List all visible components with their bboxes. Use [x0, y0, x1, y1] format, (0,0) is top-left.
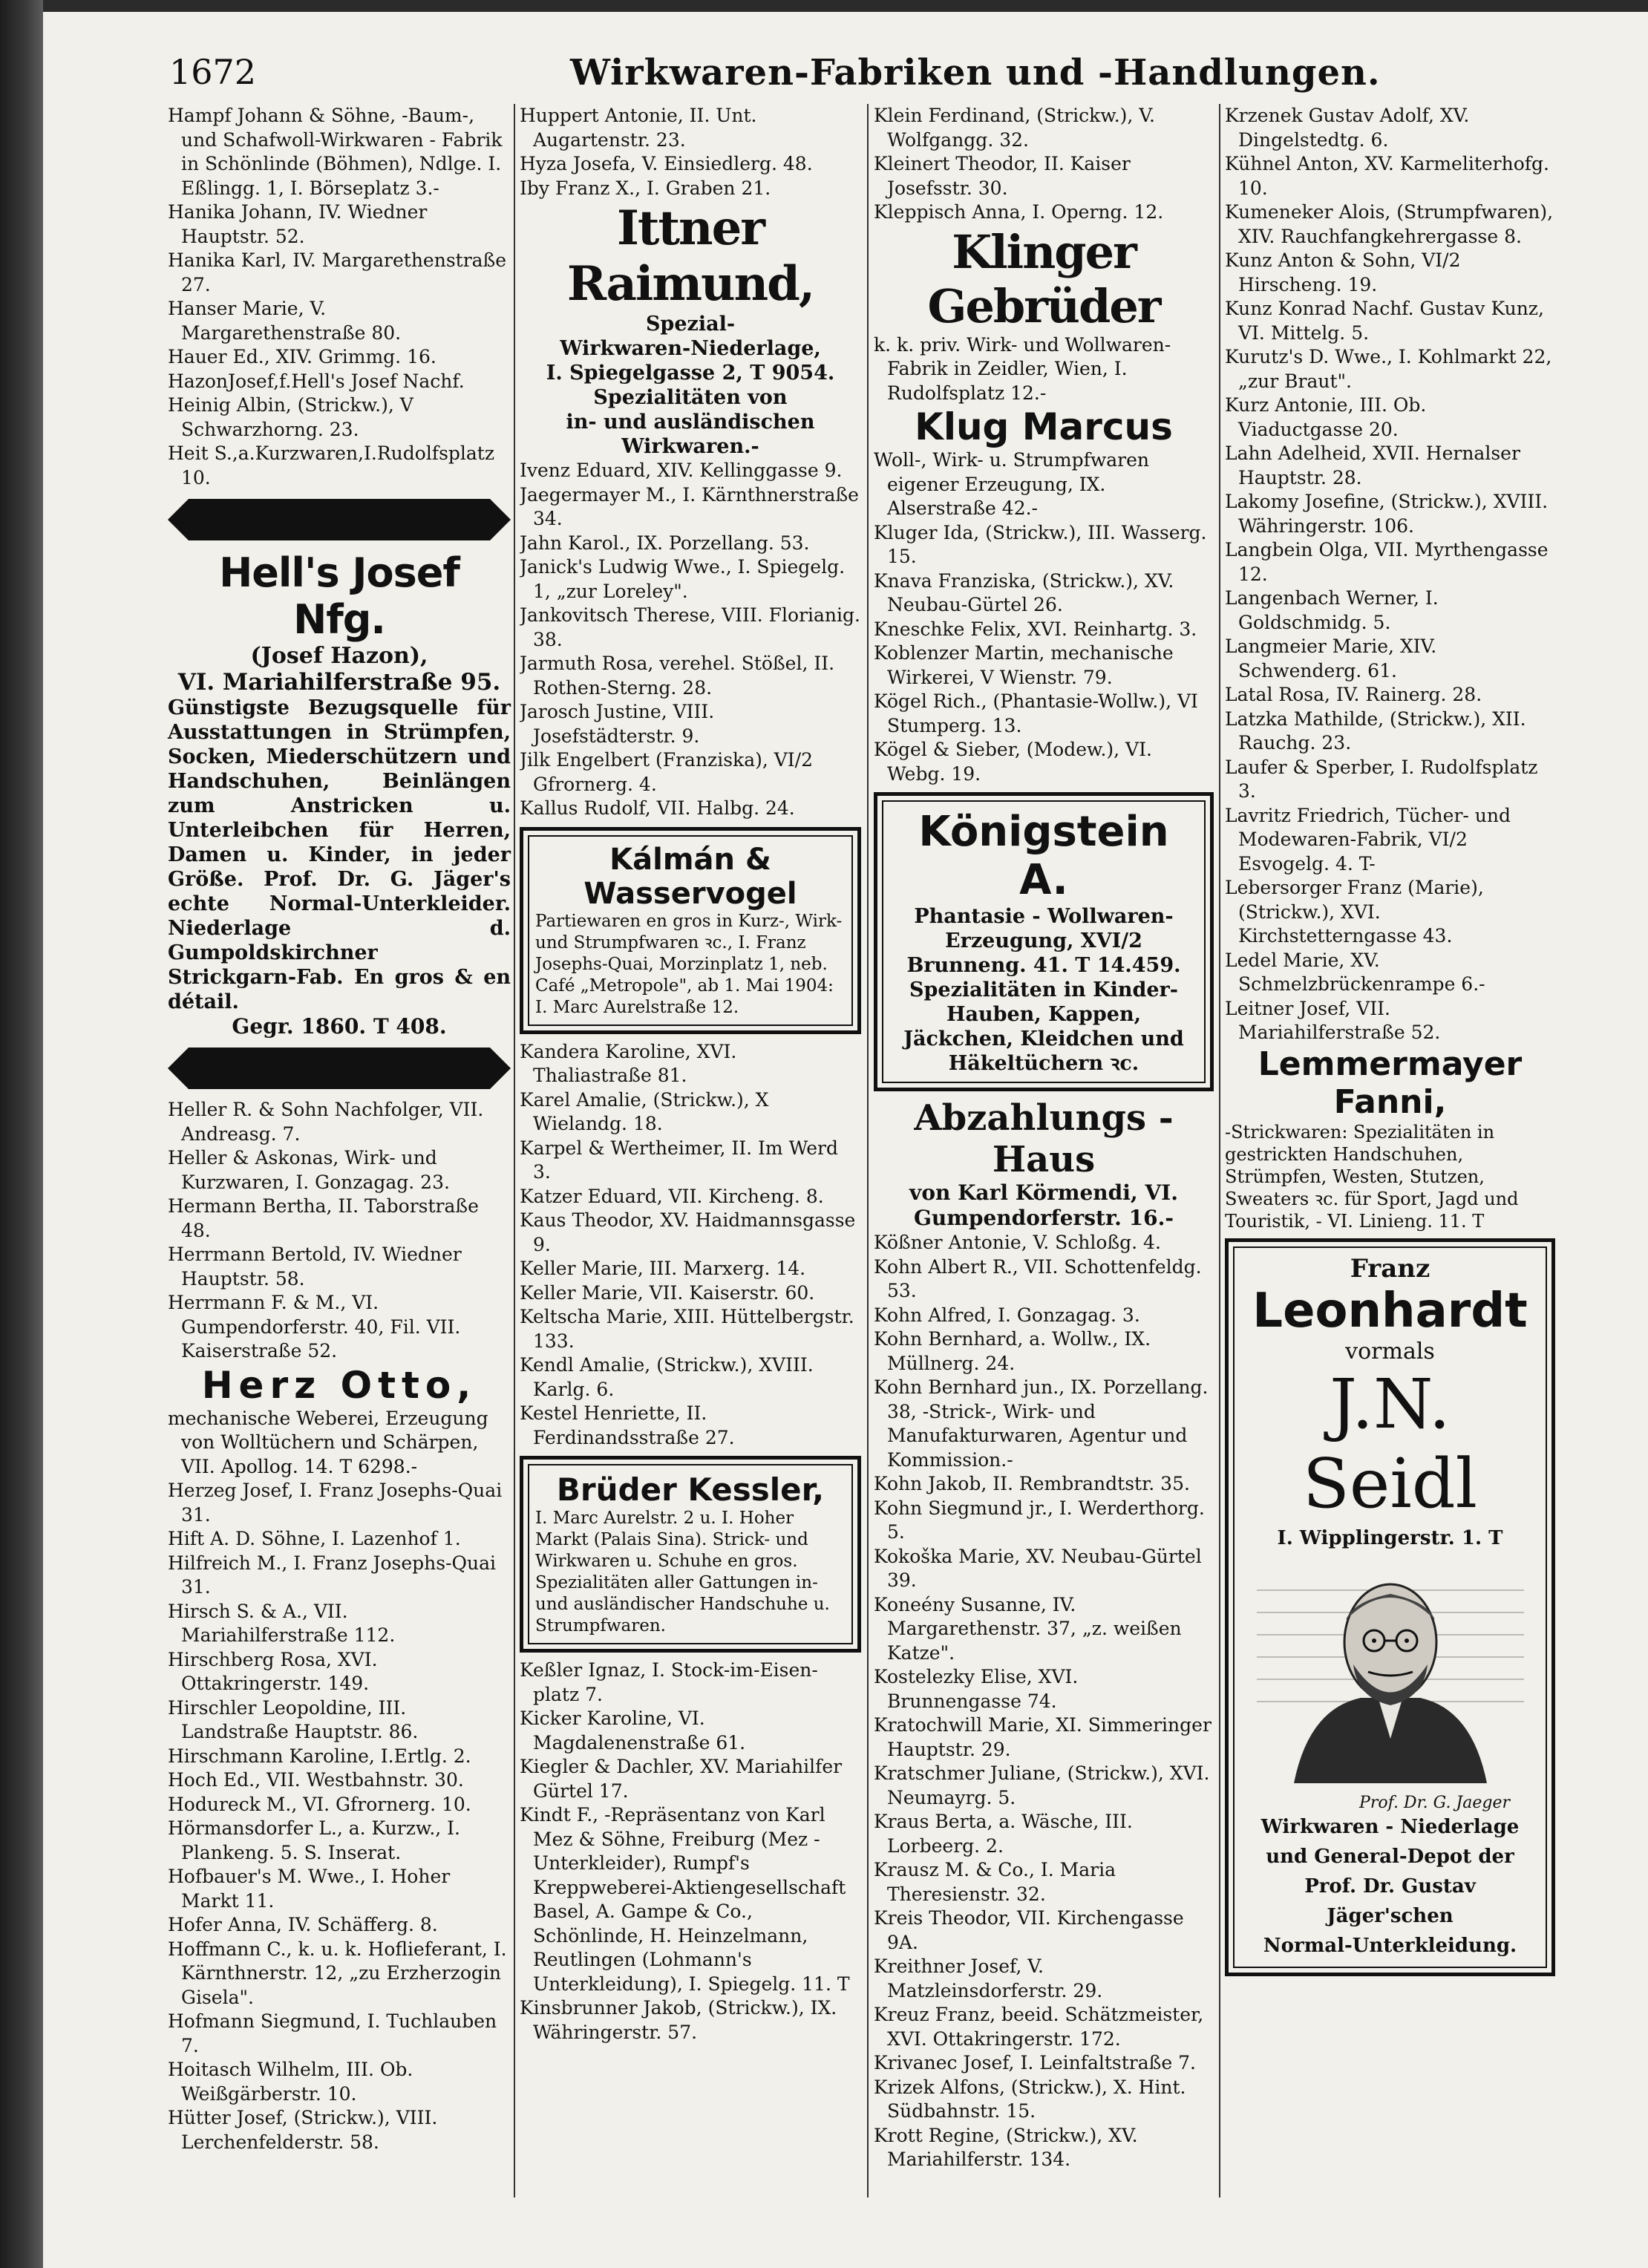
entry-list [168, 1479, 511, 2154]
advert-title: Kálmán & Wasservogel [583, 842, 797, 911]
directory-entry: Hirschmann Karoline, I.Ertlg. 2. [168, 1745, 471, 1767]
advert-ittner [520, 200, 861, 459]
directory-entry: Jaegermayer M., I. Kärnthnerstraße 34. [520, 483, 859, 529]
directory-entry: HazonJosef,f.Hell's Josef Nachf. [168, 370, 465, 392]
directory-entry: Heinig Albin, (Strickw.), V Schwarzhorng. 23. [168, 394, 413, 440]
directory-entry: Kendl Amalie, (Strickw.), XVIII. Karlg. 6. [520, 1354, 814, 1400]
directory-entry: Langbein Olga, VII. Myrthengasse 12. [1225, 539, 1549, 585]
directory-entry: Koneény Susanne, IV. Margarethenstr. 37, „z. weißen Katze". [874, 1593, 1182, 1664]
signature: Prof. Dr. G. Jaeger [1359, 1793, 1510, 1812]
directory-entry: Herrmann Bertold, IV. Wiedner Hauptstr. 58. [168, 1244, 462, 1290]
advert-body: -Strickwaren: Spezialitäten in gestrickten Handschuhen, Strümpfen, Westen, Stutzen, Sweaters ꝛc. für Sport, Jagd und Touristik, - VI. Linieng. 11. T [1225, 1121, 1519, 1232]
directory-entry: Hirschberg Rosa, XVI. Ottakringerstr. 149. [168, 1648, 378, 1694]
advert-title: Herz Otto, [201, 1363, 477, 1407]
advert-line: Spezialitäten von [593, 386, 788, 409]
directory-entry: Lebersorger Franz (Marie), (Strickw.), XVI. Kirchstetterngasse 43. [1225, 877, 1484, 947]
directory-entry: Hermann Bertha, II. Taborstraße 48. [168, 1195, 479, 1241]
advert-title: Ittner Raimund, [566, 200, 814, 312]
divider-bar [168, 1048, 511, 1089]
directory-entry: Kneschke Felix, XVI. Reinhartg. 3. [874, 618, 1197, 640]
directory-entry: Jilk Engelbert (Franziska), VI/2 Gfrornerg. 4. [520, 749, 814, 795]
directory-entry: Krzenek Gustav Adolf, XV. Dingelstedtg. 6. [1225, 105, 1470, 151]
advert-line: und General-Depot der [1266, 1845, 1514, 1868]
directory-entry: Lahn Adelheid, XVII. Hernalser Hauptstr. 28. [1225, 442, 1520, 488]
advert-subtitle: (Josef Hazon), [250, 643, 428, 669]
running-title: Wirkwaren-Fabriken und -Handlungen. [570, 52, 1381, 94]
directory-entry: Hodureck M., VI. Gfrornerg. 10. [168, 1793, 471, 1815]
advert-klug [874, 405, 1214, 521]
directory-entry: Keller Marie, III. Marxerg. 14. [520, 1258, 806, 1279]
column-rule [514, 104, 515, 2197]
advert-body: k. k. priv. Wirk- und Wollwaren-Fabrik in Zeidler, Wien, I. Rudolfsplatz 12.- [874, 333, 1171, 404]
directory-entry: Krausz M. & Co., I. Maria Theresienstr. 32. [874, 1859, 1116, 1905]
advert-kessler [520, 1456, 861, 1653]
advert-line: Spezial- [645, 313, 736, 336]
directory-entry: Kögel Rich., (Phantasie-Wollw.), VI Stumperg. 13. [874, 690, 1198, 736]
directory-entry: Kestel Henriette, II. Ferdinandsstraße 27. [520, 1402, 735, 1448]
directory-entry: Kühnel Anton, XV. Karmeliterhofg. 10. [1225, 153, 1549, 199]
directory-entry: Kößner Antonie, V. Schloßg. 4. [874, 1232, 1161, 1253]
directory-entry: Kohn Alfred, I. Gonzagag. 3. [874, 1304, 1140, 1326]
directory-entry: Krivanec Josef, I. Leinfaltstraße 7. [874, 2052, 1196, 2073]
directory-entry: Hift A. D. Söhne, I. Lazenhof 1. [168, 1528, 461, 1549]
advert-body: von Karl Körmendi, VI. Gumpendorferstr. 16.- [909, 1180, 1178, 1230]
directory-entry: Kunz Konrad Nachf. Gustav Kunz, VI. Mittelg. 5. [1225, 298, 1544, 344]
directory-entry: Ledel Marie, XV. Schmelzbrückenrampe 6.- [1225, 949, 1485, 995]
directory-entry: Iby Franz X., I. Graben 21. [520, 177, 771, 199]
advert-footer: Gegr. 1860. T 408. [232, 1014, 447, 1039]
directory-entry: Kleinert Theodor, II. Kaiser Josefsstr. 30. [874, 153, 1131, 199]
advert-title: Leonhardt [1252, 1283, 1528, 1339]
directory-entry: Keltscha Marie, XIII. Hüttelbergstr. 133. [520, 1306, 854, 1352]
directory-entry: Kostelezky Elise, XVI. Brunnengasse 74. [874, 1666, 1079, 1712]
page-header [169, 52, 1602, 97]
column-2 [520, 104, 861, 2045]
advert-line: Wirkwaren - Niederlage [1260, 1815, 1520, 1838]
divider-bar [168, 499, 511, 540]
advert-title: Abzahlungs - Haus [914, 1097, 1174, 1180]
directory-entry: Hirsch S. & A., VII. Mariahilferstraße 112. [168, 1600, 396, 1646]
directory-entry: Herrmann F. & M., VI. Gumpendorferstr. 40, Fil. VII. Kaiserstraße 52. [168, 1292, 461, 1362]
column-1 [168, 104, 511, 2154]
advert-body: Partiewaren en gros in Kurz-, Wirk- und Strumpfwaren ꝛc., I. Franz Josephs-Quai, Morzinplatz 1, neb. Café „Metropole", ab 1. Mai 1904: I. Marc Aurelstraße 12. [535, 911, 843, 1017]
directory-entry: Krott Regine, (Strickw.), XV. Mariahilferstr. 134. [874, 2124, 1138, 2170]
advert-koenigstein [874, 792, 1214, 1091]
directory-entry: Lavritz Friedrich, Tücher- und Modewaren-Fabrik, VI/2 Esvogelg. 4. T- [1225, 804, 1511, 875]
directory-entry: Kohn Albert R., VII. Schottenfeldg. 53. [874, 1255, 1202, 1301]
directory-entry: Hoffmann C., k. u. k. Hoflieferant, I. Kärnthnerstr. 12, „zu Erzherzogin Gisela". [168, 1938, 507, 2008]
advert-title: Hell's Josef Nfg. [219, 549, 460, 643]
directory-entry: Kandera Karoline, XVI. Thaliastraße 81. [520, 1040, 737, 1086]
page-number: 1672 [169, 52, 257, 92]
directory-entry: Kohn Bernhard jun., IX. Porzellang. 38, -Strick-, Wirk- und Manufakturwaren, Agentur und Kommission.- [874, 1376, 1209, 1471]
column-3 [874, 104, 1214, 2172]
advert-leonhardt [1225, 1238, 1555, 1976]
advert-herz [168, 1364, 511, 1480]
advert-address: VI. Mariahilferstraße 95. [177, 669, 501, 696]
advert-hell [168, 549, 511, 1039]
directory-entry: Latzka Mathilde, (Strickw.), XII. Rauchg. 23. [1225, 707, 1526, 754]
entry-list [874, 1231, 1214, 2172]
column-4 [1225, 104, 1555, 1982]
entry-list [520, 1658, 861, 2045]
directory-entry: Jankovitsch Therese, VIII. Florianig. 38. [520, 604, 860, 650]
advert-title: Klug Marcus [915, 405, 1173, 448]
advert-title: Klinger Gebrüder [927, 224, 1160, 333]
directory-entry: Hampf Johann & Söhne, -Baum-, und Schafwoll-Wirkwaren - Fabrik in Schönlinde (Böhmen), Ndlge. I. Eßlingg. 1, I. Börseplatz 3.- [168, 105, 503, 199]
directory-entry: Hofbauer's M. Wwe., I. Hoher Markt 11. [168, 1866, 451, 1912]
advert-title: Lemmermayer Fanni, [1258, 1045, 1523, 1121]
directory-entry: Huppert Antonie, II. Unt. Augartenstr. 23. [520, 105, 757, 151]
advert-line: Normal-Unterkleidung. [1263, 1934, 1517, 1957]
directory-entry: Kunz Anton & Sohn, VI/2 Hirscheng. 19. [1225, 249, 1461, 295]
portrait-illustration [1249, 1561, 1531, 1783]
directory-entry: Kokoška Marie, XV. Neubau-Gürtel 39. [874, 1545, 1202, 1591]
advert-body: Woll-, Wirk- u. Strumpfwaren eigener Erzeugung, IX. Alserstraße 42.- [874, 449, 1150, 519]
directory-entry: Kluger Ida, (Strickw.), III. Wasserg. 15. [874, 521, 1207, 567]
directory-entry: Heller & Askonas, Wirk- und Kurzwaren, I. Gonzagag. 23. [168, 1147, 450, 1193]
directory-entry: Lakomy Josefine, (Strickw.), XVIII. Währingerstr. 106. [1225, 491, 1549, 537]
directory-entry: Jarosch Justine, VIII. Josefstädterstr. 9. [520, 701, 715, 747]
entry-list [168, 1098, 511, 1364]
directory-entry: Hanser Marie, V. Margarethenstraße 80. [168, 298, 402, 344]
directory-entry: Kicker Karoline, VI. Magdalenenstraße 61. [520, 1707, 746, 1754]
directory-entry: Hofer Anna, IV. Schäfferg. 8. [168, 1914, 438, 1935]
advert-title: Brüder Kessler, [556, 1471, 825, 1508]
directory-entry: Jarmuth Rosa, verehel. Stößel, II. Rothen-Sterng. 28. [520, 653, 835, 699]
directory-entry: Herzeg Josef, I. Franz Josephs-Quai 31. [168, 1480, 503, 1526]
advert-lemmermayer [1225, 1045, 1555, 1232]
directory-entry: Laufer & Sperber, I. Rudolfsplatz 3. [1225, 756, 1538, 802]
directory-entry: Kumeneker Alois, (Strumpfwaren), XIV. Rauchfangkehrergasse 8. [1225, 201, 1554, 247]
directory-entry: Hyza Josefa, V. Einsiedlerg. 48. [520, 153, 813, 174]
directory-entry: Karpel & Wertheimer, II. Im Werd 3. [520, 1137, 838, 1183]
directory-entry: Ivenz Eduard, XIV. Kellinggasse 9. [520, 460, 843, 481]
advert-body: I. Marc Aurelstr. 2 u. I. Hoher Markt (Palais Sina). Strick- und Wirkwaren u. Schuhe en gros. Spezialitäten aller Gattungen in- und ausländischer Handschuhe u. Strumpfwaren. [535, 1509, 830, 1635]
directory-entry: Hanika Johann, IV. Wiedner Hauptstr. 52. [168, 201, 428, 247]
entry-list [874, 104, 1214, 225]
advert-vormals: vormals [1345, 1338, 1435, 1365]
advert-abzahlungshaus [874, 1097, 1214, 1231]
directory-entry: Kohn Jakob, II. Rembrandtstr. 35. [874, 1473, 1190, 1494]
directory-entry: Hoch Ed., VII. Westbahnstr. 30. [168, 1769, 464, 1791]
directory-entry: Kratschmer Juliane, (Strickw.), XVI. Neumayrg. 5. [874, 1762, 1210, 1808]
advert-body: Günstigste Bezugsquelle für Ausstattungen in Strümpfen, Socken, Miederschützern und Handschuhen, Beinlängen zum Anstricken u. Unterleibchen für Herren, Damen u. Kinder, in jeder Größe. Prof. Dr. G. Jäger's echte Normal-Unterkleider. Niederlage d. Gumpoldskirchner Strickgarn-Fab. En gros & en détail. [168, 696, 511, 1013]
directory-entry: Janick's Ludwig Wwe., I. Spiegelg. 1, „zur Loreley". [520, 556, 846, 602]
directory-entry: Hauer Ed., XIV. Grimmg. 16. [168, 346, 436, 367]
directory-entry: Hofmann Siegmund, I. Tuchlauben 7. [168, 2010, 497, 2056]
directory-entry: Hilfreich M., I. Franz Josephs-Quai 31. [168, 1552, 497, 1598]
directory-entry: Kaus Theodor, XV. Haidmannsgasse 9. [520, 1209, 856, 1255]
directory-entry: Kiegler & Dachler, XV. Mariahilfer Gürtel 17. [520, 1756, 843, 1802]
advert-klinger [874, 225, 1214, 406]
directory-entry: Leitner Josef, VII. Mariahilferstraße 52. [1225, 997, 1441, 1043]
entry-list [520, 104, 861, 200]
column-rule [867, 104, 869, 2197]
directory-entry: Langenbach Werner, I. Goldschmidg. 5. [1225, 587, 1439, 633]
advert-line: I. Spiegelgasse 2, T 9054. [546, 362, 835, 385]
directory-entry: Langmeier Marie, XIV. Schwenderg. 61. [1225, 635, 1437, 682]
directory-entry: Hörmansdorfer L., a. Kurzw., I. Plankeng. 5. S. Inserat. [168, 1817, 460, 1863]
directory-entry: Hirschler Leopoldine, III. Landstraße Hauptstr. 86. [168, 1696, 419, 1742]
directory-entry: Kögel & Sieber, (Modew.), VI. Webg. 19. [874, 739, 1152, 785]
directory-entry: Katzer Eduard, VII. Kircheng. 8. [520, 1185, 824, 1207]
directory-entry: Latal Rosa, IV. Rainerg. 28. [1225, 684, 1482, 705]
directory-entry: Kurz Antonie, III. Ob. Viaductgasse 20. [1225, 394, 1427, 440]
directory-entry: Kohn Bernhard, a. Wollw., IX. Müllnerg. 24. [874, 1328, 1151, 1374]
directory-entry: Jahn Karol., IX. Porzellang. 53. [520, 532, 810, 554]
directory-entry: Kindt F., -Repräsentanz von Karl Mez & Söhne, Freiburg (Mez - Unterkleider), Rumpf's Kreppweberei-Aktiengesellschaft Basel, A. Gampe & Co., Schönlinde, H. Heinzelmann, Reutlingen (Lohmann's Unterkleidung), I. Spiegelg. 11. T [520, 1804, 850, 1995]
entry-list [520, 1040, 861, 1451]
directory-entry: Keller Marie, VII. Kaiserstr. 60. [520, 1281, 815, 1304]
advert-line: in- und ausländischen [566, 411, 815, 434]
directory-entry: Koblenzer Martin, mechanische Wirkerei, V Wienstr. 79. [874, 642, 1174, 688]
directory-entry: Kreithner Josef, V. Matzleinsdorferstr. 29. [874, 1955, 1103, 2001]
directory-entry: Hanika Karl, IV. Margarethenstraße 27. [168, 249, 507, 295]
directory-entry: Krizek Alfons, (Strickw.), X. Hint. Südbahnstr. 15. [874, 2076, 1186, 2122]
directory-entry: Klein Ferdinand, (Strickw.), V. Wolfgangg. 32. [874, 105, 1155, 151]
directory-entry: Kraus Berta, a. Wäsche, III. Lorbeerg. 2. [874, 1811, 1133, 1857]
advert-kalman [520, 827, 861, 1034]
directory-entry: Kurutz's D. Wwe., I. Kohlmarkt 22, „zur Braut". [1225, 346, 1552, 392]
directory-entry: Kallus Rudolf, VII. Halbg. 24. [520, 797, 795, 819]
advert-seidl: J.N. Seidl [1302, 1364, 1478, 1523]
advert-line: Wirkwaren.- [621, 435, 759, 458]
entry-list [874, 521, 1214, 787]
directory-entry: Kratochwill Marie, XI. Simmeringer Hauptstr. 29. [874, 1714, 1212, 1760]
advert-address: I. Wipplingerstr. 1. T [1277, 1526, 1503, 1549]
directory-entry: Heit S.,a.Kurzwaren,I.Rudolfsplatz 10. [168, 442, 495, 488]
directory-entry: Kreuz Franz, beeid. Schätzmeister, XVI. Ottakringerstr. 172. [874, 2004, 1204, 2050]
directory-entry: Kleppisch Anna, I. Operng. 12. [874, 201, 1164, 223]
directory-entry: Kohn Siegmund jr., I. Werderthorg. 5. [874, 1497, 1205, 1543]
directory-entry: Heller R. & Sohn Nachfolger, VII. Andreasg. 7. [168, 1099, 484, 1145]
book-spine-edge [0, 0, 43, 2268]
entry-list [1225, 104, 1555, 1045]
advert-firstname: Franz [1350, 1253, 1430, 1284]
directory-entry: Kinsbrunner Jakob, (Strickw.), IX. Währingerstr. 57. [520, 1997, 837, 2043]
directory-entry: Karel Amalie, (Strickw.), X Wielandg. 18. [520, 1088, 769, 1134]
advert-body: mechanische Weberei, Erzeugung von Wolltüchern und Schärpen, VII. Apollog. 14. T 6298.- [168, 1407, 488, 1477]
entry-list [168, 104, 511, 490]
advert-line: Wirkwaren-Niederlage, [560, 337, 821, 360]
directory-entry: Hütter Josef, (Strickw.), VIII. Lerchenfelderstr. 58. [168, 2107, 438, 2153]
directory-entry: Knava Franziska, (Strickw.), XV. Neubau-Gürtel 26. [874, 569, 1174, 615]
directory-entry: Hoitasch Wilhelm, III. Ob. Weißgärberstr. 10. [168, 2059, 413, 2105]
entry-list [520, 459, 861, 821]
advert-title: Königstein A. [918, 808, 1169, 904]
column-rule [1219, 104, 1220, 2197]
advert-line: Prof. Dr. Gustav Jäger'schen [1304, 1875, 1476, 1927]
directory-entry: Keßler Ignaz, I. Stock-im-Eisen-platz 7. [520, 1659, 818, 1705]
advert-body: Phantasie - Wollwaren-Erzeugung, XVI/2 Brunneng. 41. T 14.459. Spezialitäten in Kinder-Hauben, Kappen, Jäckchen, Kleidchen und Häkeltüchern ꝛc. [903, 905, 1184, 1075]
directory-entry: Kreis Theodor, VII. Kirchengasse 9A. [874, 1907, 1184, 1953]
